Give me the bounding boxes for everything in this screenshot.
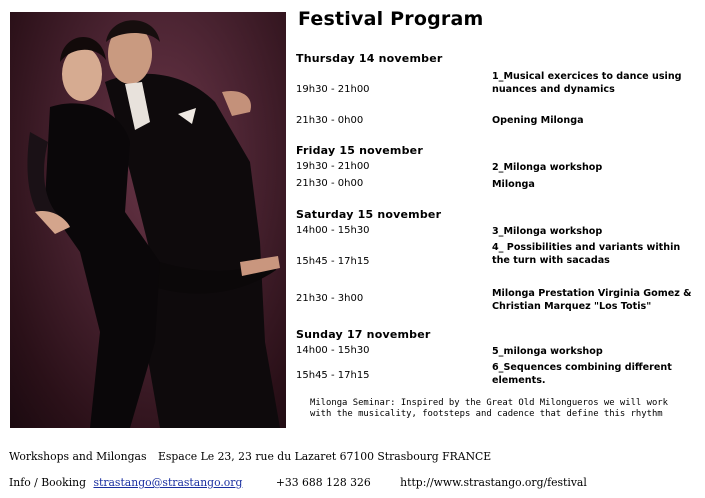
session-time: 19h30 - 21h00	[296, 84, 370, 95]
session-activity: Milonga Prestation Virginia Gomez & Christian Marquez "Los Totis"	[492, 288, 692, 312]
session-activity: Milonga	[492, 179, 535, 190]
seminar-line: Milonga Seminar: Inspired by the Great Old Milongueros we will work	[310, 398, 668, 408]
session-activity: Opening Milonga	[492, 115, 584, 126]
session-activity: 5_milonga workshop	[492, 346, 603, 357]
session-time: 21h30 - 0h00	[296, 178, 364, 189]
session-time: 21h30 - 0h00	[296, 115, 364, 126]
booking-label: Info / Booking	[9, 476, 87, 489]
day-heading: Saturday 15 november	[296, 208, 442, 221]
seminar-note	[310, 398, 668, 420]
session-activity: 6_Sequences combining different elements.	[492, 362, 672, 386]
page-title: Festival Program	[298, 8, 484, 30]
session-time: 19h30 - 21h00	[296, 161, 370, 172]
venue-line	[9, 450, 491, 463]
seminar-line: with the musicality, footsteps and cadence that define this rhythm	[310, 409, 663, 419]
tango-couple-photo	[10, 12, 286, 428]
venue-address: Espace Le 23, 23 rue du Lazaret 67100 Strasbourg FRANCE	[157, 450, 492, 463]
website-url[interactable]: http://www.strastango.org/festival	[400, 476, 587, 489]
day-heading: Friday 15 november	[296, 144, 423, 157]
booking-line	[9, 476, 587, 489]
session-activity: 4_ Possibilities and variants within the turn with sacadas	[492, 242, 681, 266]
session-time: 21h30 - 3h00	[296, 293, 364, 304]
venue-label: Workshops and Milongas	[9, 450, 147, 463]
session-time: 14h00 - 15h30	[296, 345, 370, 356]
day-heading: Thursday 14 november	[296, 52, 443, 65]
session-activity: 1_Musical exercices to dance using nuances and dynamics	[492, 71, 682, 95]
session-time: 15h45 - 17h15	[296, 370, 370, 381]
day-heading: Sunday 17 november	[296, 328, 431, 341]
email-link[interactable]: strastango@strastango.org	[93, 476, 243, 489]
session-activity: 2_Milonga workshop	[492, 162, 603, 173]
phone-number: +33 688 128 326	[275, 476, 371, 489]
session-time: 15h45 - 17h15	[296, 256, 370, 267]
session-activity: 3_Milonga workshop	[492, 226, 603, 237]
session-time: 14h00 - 15h30	[296, 225, 370, 236]
